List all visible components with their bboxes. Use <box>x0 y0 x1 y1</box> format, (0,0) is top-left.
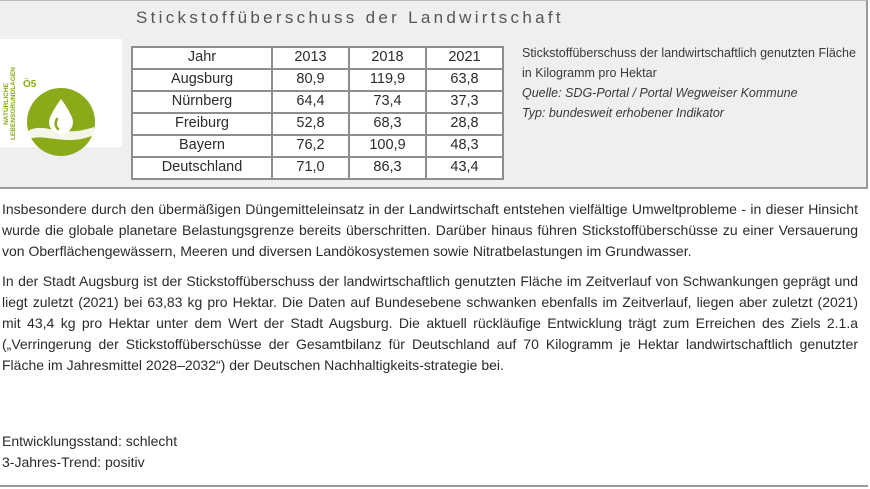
category-logo <box>0 39 122 147</box>
water-drop-icon <box>26 87 96 157</box>
table-row <box>132 91 503 113</box>
table-cell: 119,9 <box>349 69 426 91</box>
table-row <box>132 69 503 91</box>
paragraph: In der Stadt Augsburg ist der Stickstoffüberschuss der landwirtschaftlich genutzten Fläche im Zeitverlauf von Schwankungen geprägt und liegt zuletzt (2021) bei 63,83 kg pro Hektar. Die Daten auf Bundesebene schwanken ebenfalls im Zeitverlauf, liegen aber zuletzt (2021) mit 43,4 kg pro Hektar unter dem Wert der Stadt Augsburg. Die aktuell rückläufige Entwicklung trägt zum Erreichen des Ziels 2.1.a („Verringerung der Stickstoffüberschüsse der Gesamtbilanz für Deutschland auf 70 Kilogramm je Hektar landwirtschaftlich genutzter Fläche im Jahresmittel 2028–2032“) der Deutschen Nachhaltigkeits-strategie bei. <box>2 273 858 373</box>
divider <box>0 485 868 487</box>
page-title: Stickstoffüberschuss der Landwirtschaft <box>136 8 564 27</box>
paragraph: Insbesondere durch den übermäßigen Düngemitteleinsatz in der Landwirtschaft entstehen vielfältige Umweltprobleme - in dieser Hinsicht wurde die globale planetare Belastungsgrenze bereits überschritten. Darüber hinaus führen Stickstoffüberschüsse zu einer Versauerung von Oberflächengewässern, Meeren und diversen Landökosystemen sowie Nitratbelastungen im Grundwasser. <box>2 201 858 259</box>
header-cell: Jahr <box>132 47 272 69</box>
header-cell: 2013 <box>272 47 349 69</box>
table-cell: 43,4 <box>426 157 503 179</box>
indicator-type: Typ: bundesweit erhobener Indikator <box>522 106 724 120</box>
table-row <box>132 113 503 135</box>
table-header-row <box>132 47 503 69</box>
table-cell: 100,9 <box>349 135 426 157</box>
table-cell: 52,8 <box>272 113 349 135</box>
status-block <box>2 431 177 473</box>
indicator-header <box>0 0 868 189</box>
table-cell: 86,3 <box>349 157 426 179</box>
trend-status: 3-Jahres-Trend: positiv <box>2 454 145 470</box>
indicator-source: Quelle: SDG-Portal / Portal Wegweiser Kommune <box>522 86 798 100</box>
logo-code: Ö5 <box>23 79 37 90</box>
table-cell: 48,3 <box>426 135 503 157</box>
table-cell: 63,8 <box>426 69 503 91</box>
table-cell: 76,2 <box>272 135 349 157</box>
row-label: Deutschland <box>132 157 272 179</box>
row-label: Augsburg <box>132 69 272 91</box>
table-row <box>132 135 503 157</box>
table-cell: 71,0 <box>272 157 349 179</box>
table-cell: 80,9 <box>272 69 349 91</box>
header-cell: 2021 <box>426 47 503 69</box>
indicator-definition: Stickstoffüberschuss der landwirtschaftlich genutzten Fläche in Kilogramm pro Hektar <box>522 46 856 80</box>
table-cell: 64,4 <box>272 91 349 113</box>
row-label: Freiburg <box>132 113 272 135</box>
header-cell: 2018 <box>349 47 426 69</box>
row-label: Nürnberg <box>132 91 272 113</box>
table-cell: 28,8 <box>426 113 503 135</box>
row-label: Bayern <box>132 135 272 157</box>
indicator-table <box>131 46 504 180</box>
body-text <box>2 199 858 385</box>
logo-label: NATÜRLICHE LEBENSGRUNDLAGEN <box>3 67 17 140</box>
development-status: Entwicklungsstand: schlecht <box>2 433 178 449</box>
table-cell: 73,4 <box>349 91 426 113</box>
table-row <box>132 157 503 179</box>
table-cell: 37,3 <box>426 91 503 113</box>
table-cell: 68,3 <box>349 113 426 135</box>
indicator-description <box>522 43 864 123</box>
